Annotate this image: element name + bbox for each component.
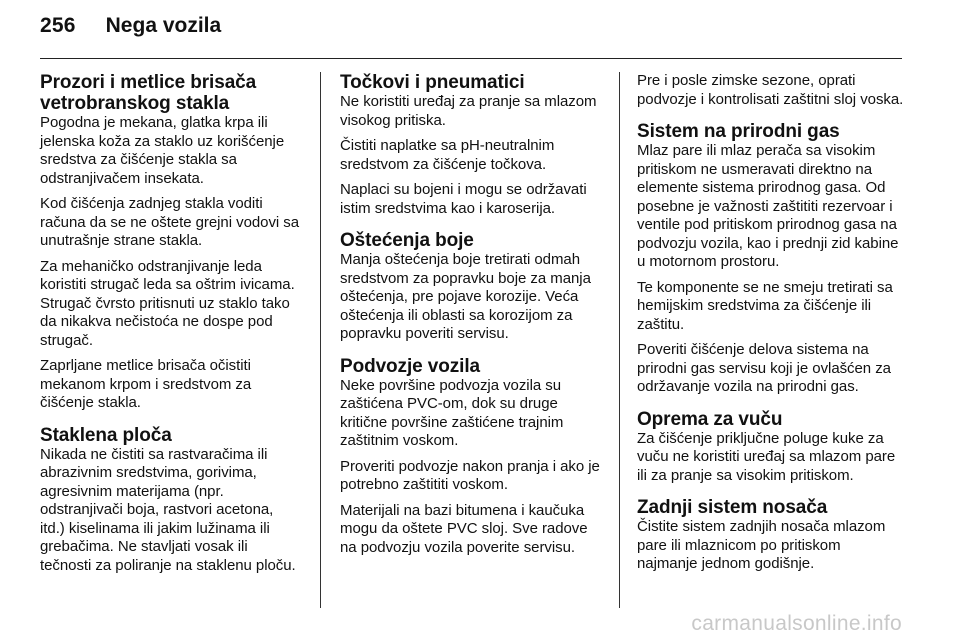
paragraph: Mlaz pare ili mlaz perača sa visokim pritiskom ne usmeravati direktno na elemente sistema prirodnog gasa. Od posebne je važnosti zaštititi rezervoar i ventile pod pritiskom prirodnog gasa na podvozju vozila, kao i prednji zid kabine u motornom prostoru. — [637, 142, 899, 270]
page-header — [40, 14, 221, 54]
paragraph: Kod čišćenja zadnjeg stakla voditi računa da se ne oštete grejni vodovi sa unutrašnje strane stakla. — [40, 195, 300, 249]
section-windows-wipers — [40, 72, 302, 413]
section-heading: Prozori i metlice brisača vetrobranskog stakla — [40, 72, 257, 114]
paragraph: Zaprljane metlice brisača očistiti mekanom krpom i sredstvom za čišćenje stakla. — [40, 357, 252, 411]
paragraph: Za čišćenje priključne poluge kuke za vuču ne koristiti uređaj sa mlazom pare ili za pranje sa visokim pritiskom. — [637, 429, 896, 484]
column-divider — [320, 72, 321, 608]
paragraph: Pogodna je mekana, glatka krpa ili jelenska koža za staklo uz korišćenje sredstva za čišćenje stakla sa odstranjivačem insekata. — [40, 114, 285, 187]
section-heading: Oprema za vuču — [637, 408, 783, 430]
section-heading: Podvozje vozila — [340, 355, 480, 377]
section-heading: Sistem na prirodni gas — [637, 121, 840, 142]
paragraph: Poveriti čišćenje delova sistema na prirodni gas servisu koji je ovlašćen za održavanje vozila na prirodni gas. — [637, 341, 891, 395]
section-heading: Zadnji sistem nosača — [637, 497, 828, 518]
text-column-2 — [340, 72, 602, 564]
paragraph: Čistiti naplatke sa pH-neutralnim sredstvom za čišćenje točkova. — [340, 137, 555, 173]
paragraph: Za mehaničko odstranjivanje leda koristiti strugač leda sa oštrim ivicama. Strugač čvrsto pritisnuti uz staklo tako da nikakva nečistoća ne dospe pod strugač. — [40, 257, 295, 349]
text-column-3 — [637, 72, 905, 581]
paragraph: Naplaci su bojeni i mogu se održavati istim sredstvima kao i karoserija. — [340, 181, 587, 217]
paragraph: Te komponente se ne smeju tretirati sa hemijskim sredstvima za čišćenje ili zaštitu. — [637, 278, 893, 333]
section-underbody-continued — [637, 72, 905, 109]
section-rear-carrier — [637, 497, 905, 574]
header-rule — [40, 58, 902, 59]
section-underbody — [340, 356, 602, 558]
paragraph: Neke površine podvozja vozila su zaštićena PVC-om, dok su druge kritične površine zaštićene trajnim zaštitnim voskom. — [340, 376, 564, 449]
paragraph: Ne koristiti uređaj za pranje sa mlazom visokog pritiska. — [340, 93, 597, 129]
paragraph: Proveriti podvozje nakon pranja i ako je potrebno zaštititi voskom. — [340, 457, 600, 493]
text-column-1 — [40, 72, 302, 582]
chapter-title: Nega vozila — [105, 14, 222, 37]
section-wheels-tyres — [340, 72, 602, 218]
paragraph: Nikada ne čistiti sa rastvaračima ili abrazivnim sredstvima, gorivima, agresivnim materijama (npr. odstranjivači boja, rastvori acetona, itd.) kiselinama ili jakim lužinama ili grebačima. Ne stavljati vosak ili tečnosti za poliranje na staklenu ploču. — [40, 445, 296, 574]
paragraph: Manja oštećenja boje tretirati odmah sredstvom za popravku boje za manja oštećenja, pre pojave korozije. Veća oštećenja ili oblasti sa korozijom za popravku poveriti servisu. — [340, 251, 591, 342]
section-heading: Oštećenja boje — [340, 230, 474, 251]
section-towing-equipment — [637, 409, 905, 486]
page-number: 256 — [40, 14, 76, 37]
paragraph: Materijali na bazi bitumena i kaučuka mogu da oštete PVC sloj. Sve radove na podvozju vozila poverite servisu. — [340, 501, 588, 556]
column-divider — [619, 72, 620, 608]
section-paint-damage — [340, 230, 602, 344]
watermark: carmanualsonline.info — [691, 612, 902, 635]
section-heading: Staklena ploča — [40, 424, 172, 446]
section-heading: Točkovi i pneumatici — [340, 72, 525, 93]
section-natural-gas — [637, 121, 905, 397]
paragraph: Pre i posle zimske sezone, oprati podvozje i kontrolisati zaštitni sloj voska. — [637, 72, 904, 108]
section-glass-plate — [40, 425, 302, 576]
paragraph: Čistite sistem zadnjih nosača mlazom pare ili mlaznicom po pritiskom najmanje jednom godišnje. — [637, 518, 886, 572]
